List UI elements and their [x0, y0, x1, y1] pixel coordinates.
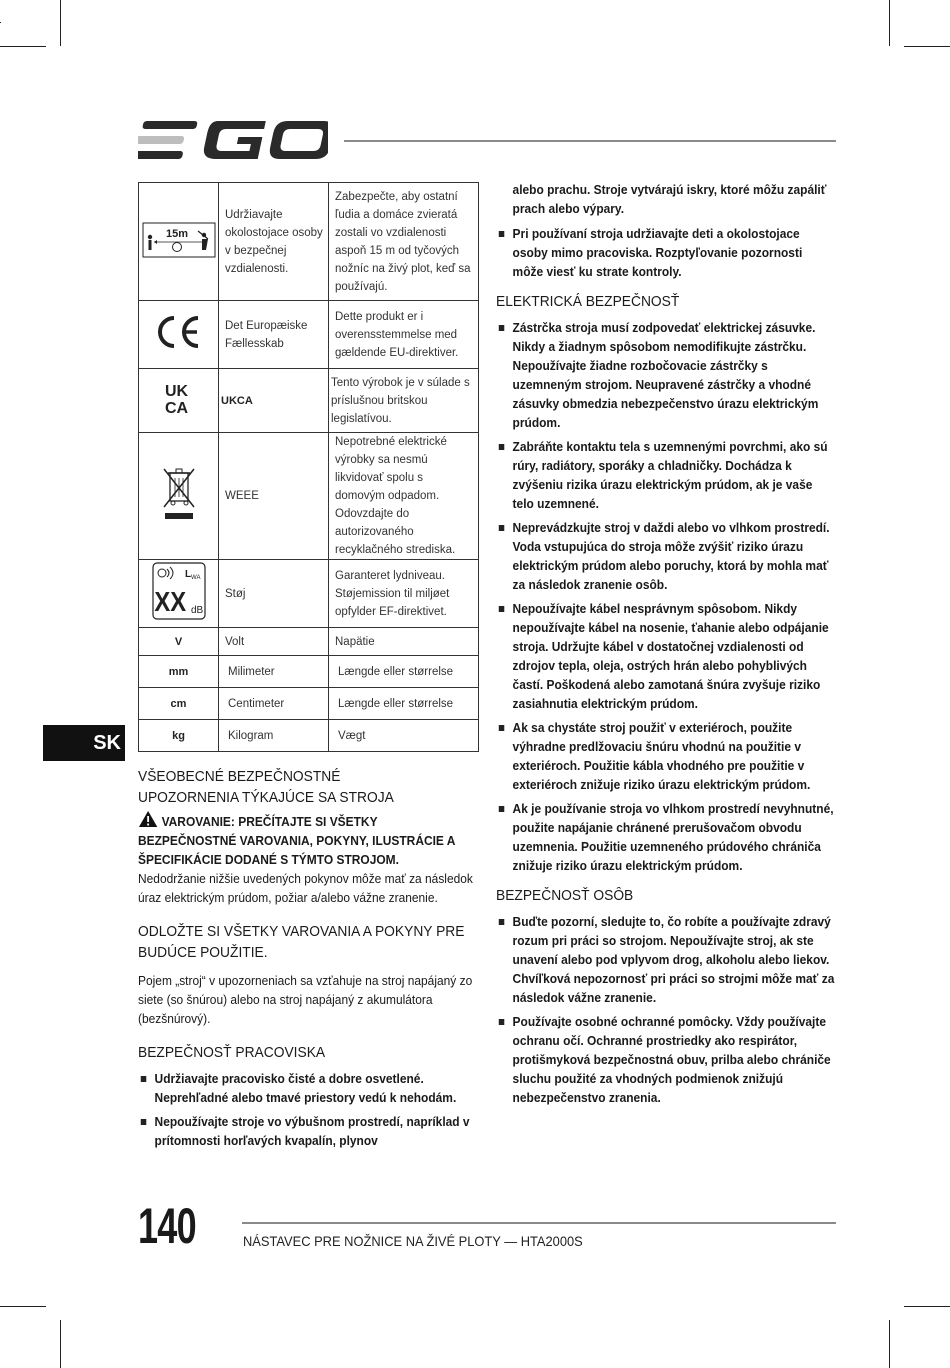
warning-body: Nedodržanie nižšie uvedených pokynov môže mať za následok úraz elektrickým prúdom, požiar a/alebo vážne zranenie. [138, 871, 473, 905]
symbol-name: Det Europæiske Fællesskab [219, 301, 329, 369]
symbol-cell [139, 183, 219, 301]
footer-rule [242, 1222, 836, 1224]
table-row [139, 560, 479, 628]
table-row [139, 720, 479, 752]
list-item: Nepoužívajte stroje vo výbušnom prostredí, napríklad v prítomnosti horľavých kvapalín, plynov [138, 1112, 476, 1150]
noise-level-icon [151, 561, 207, 621]
paragraph: Pojem „stroj“ v upozorneniach sa vzťahuje na stroj napájaný zo siete (so šnúrou) alebo na stroj napájaný z akumulátora (bezšnúrový). [138, 973, 473, 1026]
unit-symbol: kg [139, 720, 219, 752]
section-heading: BEZPEČNOSŤ PRACOVISKA [138, 1044, 326, 1061]
crop-mark [904, 1306, 950, 1307]
unit-name: Kilogram [219, 720, 329, 752]
list-item: Zabráňte kontaktu tela s uzemnenými povrchmi, ako sú rúry, radiátory, sporáky a chladničky. Dochádza k zvýšeniu rizika úrazu elektrickým prúdom, ak je vaše telo uzemnené. [496, 437, 836, 513]
svg-text:CA: CA [164, 399, 188, 416]
crop-mark [60, 0, 61, 46]
crop-mark [889, 1320, 890, 1368]
ukca-mark-icon [161, 380, 197, 416]
unit-description: Vægt [329, 720, 479, 752]
symbol-description: Garanteret lydniveau. Støjemission til miljøet opfylder EF-direktivet. [329, 560, 479, 628]
symbol-cell [139, 369, 219, 433]
footer-title: NÁSTAVEC PRE NOŽNICE NA ŽIVÉ PLOTY — HTA2000S [243, 1233, 583, 1249]
continued-text: alebo prachu. Stroje vytvárajú iskry, ktoré môžu zapáliť prach alebo výpary. [512, 182, 827, 216]
bystanders-distance-icon [142, 217, 216, 261]
table-row [139, 369, 479, 433]
right-column [496, 180, 838, 1112]
list-item: Ak je používanie stroja vo vlhkom prostredí nevyhnutné, použite napájanie chránené prerušovačom obvodu uzemnenia. Použitie uzemneného prúdového chrániča znižuje riziko úrazu elektrickým prúdom. [496, 799, 836, 875]
list-item: Zástrčka stroja musí zodpovedať elektrickej zásuvke. Nikdy a žiadnym spôsobom nemodifikujte zástrčku. Nepoužívajte žiadne rozbočovacie zástrčky s uzemneným strojom. Neupravené zástrčky a vhodné zásuvky obmedzia nebezpečenstvo úrazu elektrickým prúdom. [496, 318, 836, 432]
bullet-list [496, 318, 838, 875]
unit-symbol: mm [139, 656, 219, 688]
svg-text:dB: dB [190, 604, 203, 616]
unit-description: Længde eller størrelse [329, 656, 479, 688]
unit-description: Napätie [329, 628, 479, 656]
bullet-list [496, 912, 838, 1107]
unit-symbol: V [139, 628, 219, 656]
symbol-name: WEEE [219, 433, 329, 560]
page-number: 140 [138, 1198, 196, 1254]
warning-triangle-icon [138, 810, 158, 828]
list-item: Používajte osobné ochranné pomôcky. Vždy používajte ochranu očí. Ochranné prostriedky ako respirátor, protišmyková bezpečnostná obuv, prilba alebo chrániče sluchu použité za vhodných podmienok znižujú nebezpečenstvo zranenia. [496, 1012, 836, 1107]
table-row [139, 656, 479, 688]
svg-text:15m: 15m [165, 227, 188, 240]
list-item: Udržiavajte pracovisko čisté a dobre osvetlené. Neprehľadné alebo tmavé priestory vedú k nehodám. [138, 1069, 476, 1107]
svg-text:XX: XX [153, 584, 186, 617]
symbol-name: Støj [219, 560, 329, 628]
table-row [139, 183, 479, 301]
symbol-cell [139, 560, 219, 628]
table-row [139, 688, 479, 720]
ce-mark-icon [156, 315, 202, 349]
unit-name: Centimeter [219, 688, 329, 720]
unit-description: Længde eller størrelse [329, 688, 479, 720]
crop-mark [0, 46, 46, 47]
symbol-description: Dette produkt er i overensstemmelse med gældende EU-direktiver. [329, 301, 479, 369]
unit-name: Milimeter [219, 656, 329, 688]
svg-text:L: L [184, 568, 191, 580]
header-rule [344, 140, 836, 142]
symbol-cell [139, 433, 219, 560]
weee-bin-icon [159, 465, 199, 521]
ego-logo [138, 120, 328, 160]
crop-mark [904, 46, 950, 47]
svg-text:UK: UK [164, 382, 188, 400]
symbol-description: Zabezpečte, aby ostatní ľudia a domáce zvieratá zostali vo vzdialenosti aspoň 15 m od tyčových nožníc na živý plot, keď sa používajú. [329, 183, 479, 301]
language-tab: SK [43, 725, 125, 761]
crop-mark [60, 1320, 61, 1368]
unit-symbol: cm [139, 688, 219, 720]
symbol-name: UKCA [219, 369, 329, 433]
table-row [139, 628, 479, 656]
section-heading: ELEKTRICKÁ BEZPEČNOSŤ [496, 293, 680, 310]
list-item: Ak sa chystáte stroj použiť v exteriéroch, použite výhradne predlžovaciu šnúru vhodnú na použitie v exteriéroch. Použitie kábla vhodného pre použitie v exteriéroch znižuje riziko úrazu elektrickým prúdom. [496, 718, 836, 794]
symbols-table [138, 182, 479, 752]
symbol-cell [139, 301, 219, 369]
crop-mark [0, 1306, 46, 1307]
table-row [139, 433, 479, 560]
section-heading: VŠEOBECNÉ BEZPEČNOSTNÉ UPOZORNENIA TÝKAJÚCE SA STROJA [138, 768, 394, 806]
bullet-list [496, 224, 838, 281]
unit-name: Volt [219, 628, 329, 656]
warning-block [138, 810, 476, 869]
left-column [138, 766, 478, 1155]
symbol-description: Tento výrobok je v súlade s príslušnou britskou legislatívou. [329, 369, 479, 433]
bullet-list [138, 1069, 478, 1150]
table-row [139, 301, 479, 369]
section-heading: ODLOŽTE SI VŠETKY VAROVANIA A POKYNY PRE BUDÚCE POUŽITIE. [138, 923, 465, 961]
symbol-description: Nepotrebné elektrické výrobky sa nesmú likvidovať spolu s domovým odpadom. Odovzdajte do autorizovaného recyklačného strediska. [329, 433, 479, 560]
svg-text:WA: WA [190, 574, 200, 581]
list-item: Nepoužívajte kábel nesprávnym spôsobom. Nikdy nepoužívajte kábel na nosenie, ťahanie alebo odpájanie stroja. Udržujte kábel v dostatočnej vzdialenosti od zdrojov tepla, oleja, ostrých hrán alebo pohyblivých častí. Poškodená alebo zamotaná šnúra zvyšuje riziko zasiahnutia elektrickým prúdom. [496, 599, 836, 713]
crop-mark [0, 22, 1, 23]
warning-title: VAROVANIE: PREČÍTAJTE SI VŠETKY BEZPEČNOSTNÉ VAROVANIA, POKYNY, ILUSTRÁCIE A ŠPECIFIKÁCIE DODANÉ S TÝMTO STROJOM. [138, 814, 455, 867]
list-item: Buďte pozorní, sledujte to, čo robíte a používajte zdravý rozum pri práci so strojom. Nepoužívajte stroj, ak ste unavení alebo pod vplyvom drog, alkoholu alebo liekov. Chvíľková nepozornosť pri práci so strojmi môže mať za následok vážne zranenie. [496, 912, 836, 1007]
list-item: Neprevádzkujte stroj v daždi alebo vo vlhkom prostredí. Voda vstupujúca do stroja môže zvýšiť riziko úrazu elektrickým prúdom alebo poruchy, ktorá by mohla mať za následok zranenie osôb. [496, 518, 836, 594]
crop-mark [889, 0, 890, 46]
list-item: Pri používaní stroja udržiavajte deti a okolostojace osoby mimo pracoviska. Rozptyľovanie pozornosti môže viesť ku strate kontroly. [496, 224, 836, 281]
symbol-name: Udržiavajte okolostojace osoby v bezpečnej vzdialenosti. [219, 183, 329, 301]
section-heading: BEZPEČNOSŤ OSÔB [496, 887, 634, 904]
